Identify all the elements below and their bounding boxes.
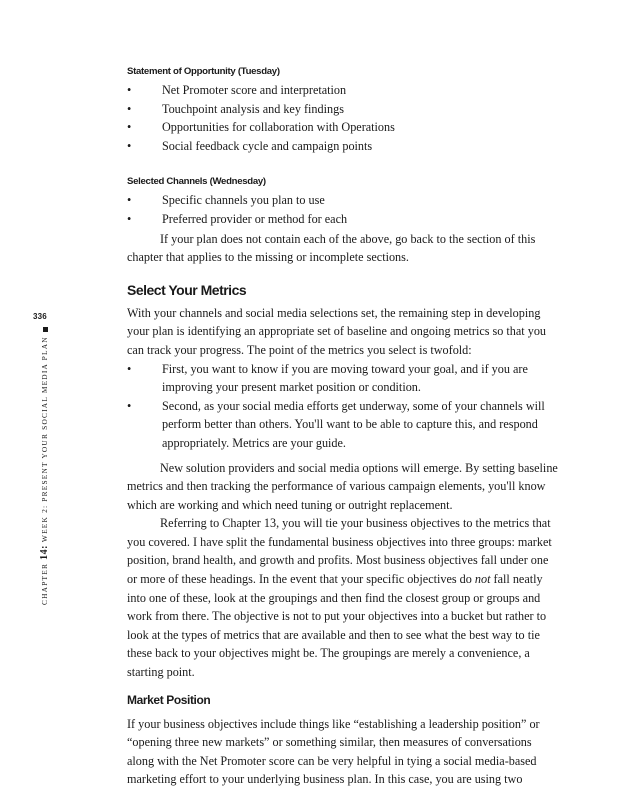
running-title: WEEK 2: PRESENT YOUR SOCIAL MEDIA PLAN [40,336,49,543]
section-heading-metrics: Select Your Metrics [127,281,247,298]
list-item: • Preferred provider or method for each [127,210,559,229]
channels-closing-paragraph: If your plan does not contain each of the above, go back to the section of this chapter that applies to the missing or incomplete sections. [127,231,536,265]
list-item: • Specific channels you plan to use [127,191,559,210]
market-position-paragraph: If your business objectives include things like “establishing a leadership position” or “opening three new markets” or something similar, then measures of conversations along with the Net Promoter score can be very helpful in tying a social media-based marketing effort to your underlying business plan. In this case, you are using two [127,716,540,787]
chapter-number: 14: [39,545,50,560]
bullet-icon: • [127,211,132,226]
metrics-bullet-list [127,360,559,453]
metrics-intro-paragraph: With your channels and social media selections set, the remaining step in developing your plan is identifying an appropriate set of baseline and ongoing metrics so that you can track your progress. The point of the metrics you select is twofold: [127,305,547,357]
metrics-paragraph-2: New solution providers and social media options will emerge. By setting baseline metrics and then tracking the performance of various campaign elements, you'll know which are working and which need tuning or outright replacement. [127,460,558,512]
list-item: • Social feedback cycle and campaign points [127,137,559,156]
bullet-icon: • [127,361,132,376]
bullet-icon: • [127,138,132,153]
list-item: • Touchpoint analysis and key findings [127,100,559,119]
bullet-icon: • [127,120,132,135]
metrics-paragraph-3: Referring to Chapter 13, you will tie your business objectives to the metrics that you covered. I have split the fundamental business objectives into three groups: market position, brand health, and growth and profits. Most business objectives fall under one or more of these headings. In the event that your specific objectives do not fall neatly into one of these, look at the groupings and then find the closest group or groups and work from there. The objective is not to put your objectives into a bucket but rather to look at the types of metrics that are available and then to see what the best way to tie these back to your objectives might be. The groupings are merely a convenience, a starting point. [127,516,552,680]
list-item: • Opportunities for collaboration with Operations [127,118,559,137]
list-item: • First, you want to know if you are moving toward your goal, and if you are improving your present market position or condition. [127,361,528,395]
bullet-icon: • [127,83,132,97]
running-head [39,323,50,605]
bullet-icon: • [127,101,132,116]
channels-heading: Selected Channels (Wednesday) [127,176,266,188]
page-body [127,63,559,789]
list-item: • Net Promoter score and interpretation [127,81,559,100]
bullet-icon: • [127,193,132,208]
statement-heading: Statement of Opportunity (Tuesday) [127,66,280,77]
bullet-icon: • [127,398,132,413]
square-bullet-icon [43,327,48,332]
page-number: 336 [33,312,47,321]
subsection-heading-market-position: Market Position [127,692,211,707]
list-item: • Second, as your social media efforts get underway, some of your channels will perform better than others. You'll want to be able to capture this, and respond appropriately. Metrics are your guide. [127,398,545,450]
chapter-word: CHAPTER [40,562,49,605]
channels-bullet-list [127,191,559,228]
statement-bullet-list [127,81,559,155]
